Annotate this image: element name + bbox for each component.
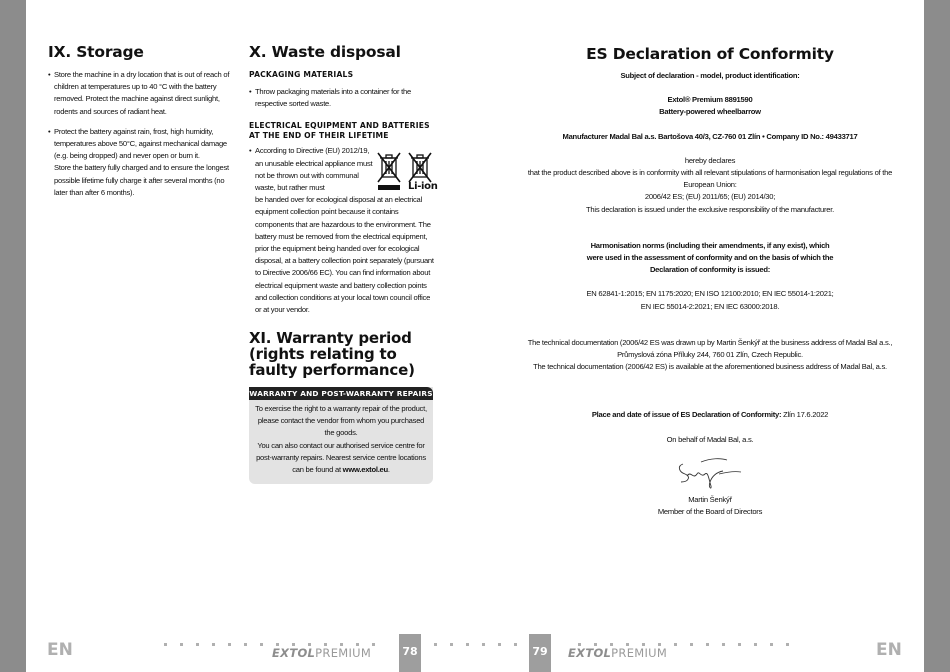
- storage-section: [48, 44, 236, 207]
- signer-role: Member of the Board of Directors: [657, 507, 763, 517]
- directives: 2006/42 ES; (EU) 2011/65; (EU) 2014/30;: [644, 192, 776, 202]
- language-label-right: EN: [876, 640, 902, 660]
- manufacturer: Manufacturer Madal Bal a.s. Bartošova 40/3, CZ-760 01 Zlín • Company ID No.: 49433717: [562, 131, 858, 141]
- place-date: [522, 409, 898, 421]
- footer-dot: [754, 643, 757, 646]
- norms-heading: Harmonisation norms (including their amendments, if any exist), which were used in the assessment of conformity and on the basis of which the Declaration of conformity is issued:: [586, 240, 834, 275]
- brand-light-right: PREMIUM: [611, 646, 668, 660]
- footer-dot: [180, 643, 183, 646]
- norms-line-1: EN 62841-1:2015; EN 1175:2020; EN ISO 12100:2010; EN IEC 55014-1:2021;: [586, 289, 834, 299]
- footer-dot: [196, 643, 199, 646]
- warranty-title: XI. Warranty period (rights relating to faulty performance): [249, 329, 415, 380]
- footer-dot: [498, 643, 501, 646]
- footer-dot: [466, 643, 469, 646]
- footer-dot: [722, 643, 725, 646]
- product-name: Extol® Premium 8891590: [667, 95, 753, 105]
- footer-dot: [212, 643, 215, 646]
- brand-logo-right: [568, 646, 667, 660]
- page-number-left: 78: [399, 634, 421, 672]
- footer-dot: [244, 643, 247, 646]
- electrical-heading: ELECTRICAL EQUIPMENT AND BATTERIES AT THE END OF THEIR LIFETIME: [249, 121, 430, 141]
- storage-bullet-1: • Store the machine in a dry location that is out of reach of children at temperatures up to 40 °C with the battery removed. Protect the machine against direct sunlight, rodents and sources of radiant heat.: [48, 69, 236, 118]
- footer-dot: [770, 643, 773, 646]
- declaration-title: ES Declaration of Conformity: [586, 45, 834, 63]
- signature-image: [675, 452, 745, 492]
- li-ion-label: Li-ion: [408, 181, 438, 192]
- footer-dot: [738, 643, 741, 646]
- footer-dot: [514, 643, 517, 646]
- hereby-declares: hereby declares: [684, 155, 736, 165]
- brand-bold-right: EXTOL: [568, 646, 612, 660]
- storage-bullet-2: • Protect the battery against rain, frost, high humidity, temperatures above 50°C, against mechanical damage (e.g. being dropped) and never open or burn it. Store the battery fully charged and to ensure the longest possible lifetime fully charge it after several months (no later than after 6 months).: [48, 126, 236, 199]
- brand-logo-left: [272, 646, 371, 660]
- on-behalf: On behalf of Madal Bal, a.s.: [666, 434, 754, 444]
- footer-dot: [372, 643, 375, 646]
- warranty-text-2: You can also contact our authorised service centre for post-warranty repairs. Nearest service centre locations can be found at: [256, 440, 426, 475]
- product-desc: Battery-powered wheelbarrow: [659, 107, 761, 117]
- warranty-box-heading: WARRANTY AND POST-WARRANTY REPAIRS: [249, 389, 433, 398]
- conformity-statement: that the product described above is in conformity with all relevant stipulations of harmonisation legal regulations of the European Union:: [527, 168, 893, 190]
- page-number-right: 79: [529, 634, 551, 672]
- brand-light-left: PREMIUM: [315, 646, 372, 660]
- footer-dot: [164, 643, 167, 646]
- tech-doc-2: The technical documentation (2006/42 ES) is available at the aforementioned business address of Madal Bal, a.s.: [533, 362, 887, 372]
- footer-dot: [706, 643, 709, 646]
- packaging-heading: PACKAGING MATERIALS: [249, 70, 354, 79]
- footer-dot: [786, 643, 789, 646]
- warranty-text-end: .: [387, 465, 390, 475]
- footer-dot: [450, 643, 453, 646]
- place-label: Place and date of issue of ES Declaration of Conformity:: [591, 410, 782, 420]
- declaration-subject: Subject of declaration - model, product identification:: [620, 71, 800, 80]
- footer-dot: [674, 643, 677, 646]
- storage-title: IX. Storage: [48, 43, 144, 61]
- warranty-box: [249, 387, 433, 484]
- norms-line-2: EN IEC 55014-2:2021; EN IEC 63000:2018.: [640, 301, 780, 311]
- responsibility: This declaration is issued under the exclusive responsibility of the manufacturer.: [586, 204, 834, 214]
- electrical-text-narrow: • According to Directive (EU) 2012/19, an unusable electrical appliance must not be thrown out with communal waste, but rather must: [255, 146, 373, 193]
- signer-name: Martin Šenkýř: [688, 494, 732, 504]
- extol-link[interactable]: www.extol.eu: [342, 465, 388, 475]
- footer-dot: [228, 643, 231, 646]
- warranty-text-1: To exercise the right to a warranty repair of the product, please contact the vendor from whom you purchased the goods.: [255, 404, 427, 438]
- brand-bold-left: EXTOL: [272, 646, 316, 660]
- warranty-box-text: [249, 400, 433, 476]
- footer-dot: [260, 643, 263, 646]
- waste-title: X. Waste disposal: [249, 43, 401, 61]
- waste-section: [249, 44, 434, 386]
- place-value: Zlín 17.6.2022: [781, 410, 829, 420]
- footer-dot: [434, 643, 437, 646]
- language-label-left: EN: [47, 640, 73, 660]
- tech-doc-1: The technical documentation (2006/42 ES was drawn up by Martin Šenkýř at the business address of Madal Bal a.s., Průmyslová zóna Příluky 244, 760 01 Zlín, Czech Republic.: [527, 337, 893, 360]
- footer-dot: [690, 643, 693, 646]
- packaging-bullet: • Throw packaging materials into a container for the respective sorted waste.: [249, 86, 434, 110]
- footer-dot: [482, 643, 485, 646]
- electrical-text-rest: be handed over for ecological disposal at an electrical equipment collection point because it contains components that are hazardous to the environment. The battery must be removed from the electrical equipment, prior the equipment being handed over for ecological disposal, at a battery collection point separately (pursuant to Directive 2006/66 EC). You can find information about electrical equipment waste and battery collection points and collection conditions at your local town council office or at your vendor.: [255, 195, 434, 315]
- declaration-section: [522, 44, 898, 518]
